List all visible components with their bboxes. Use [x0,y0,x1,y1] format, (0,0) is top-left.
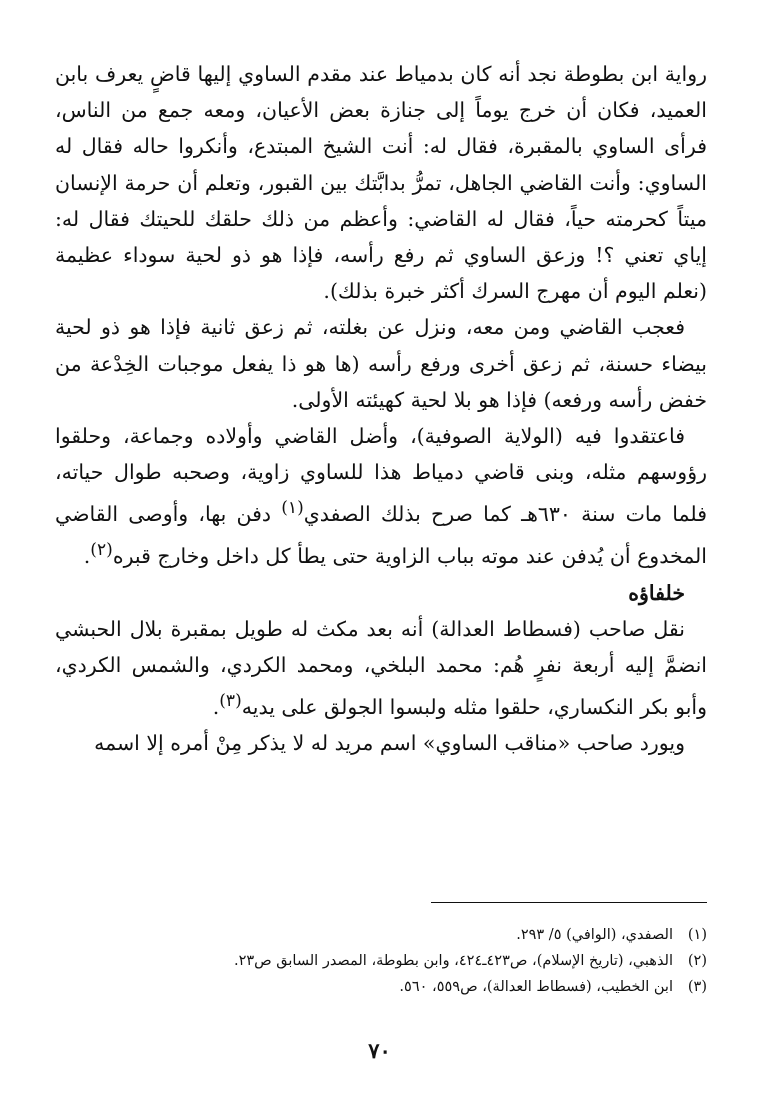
paragraph-1-text: رواية ابن بطوطة نجد أنه كان بدمياط عند مقدم الساوي إليها قاضٍ يعرف بابن العميد، فكان أن خرج يوماً إلى جنازة بعض الأعيان، ومعه جمع من الناس، فرأى الساوي بالمقبرة، فقال له: أنت الشيخ المبتدع، وأنكروا حاله فقال له الساوي: وأنت القاضي الجاهل، تمرُّ بدابَّتك بين القبور، وتعلم أن حرمة الإنسان ميتاً كحرمته حياً، فقال له القاضي: وأعظم من ذلك حلقك للحيتك فقال له: إياي تعني ؟! وزعق الساوي ثم رفع رأسه، فإذا هو ذو لحية سوداء عظيمة (نعلم اليوم أن مهرج السرك أكثر خبرة بذلك). [55,62,707,304]
footnote-3 [55,974,707,1000]
paragraph-5-text: ويورد صاحب «مناقب الساوي» اسم مريد له لا يذكر مِنْ أمره إلا اسمه [94,731,685,756]
paragraph-4 [55,611,707,725]
paragraph-3 [55,418,707,574]
footnote-3-number: (٣) [687,979,707,995]
footnotes [55,922,707,1000]
footnote-1 [55,922,707,948]
paragraph-3-text-b: دفن بها، وأوصى القاضي المخدوع أن يُدفن عند موته بباب الزاوية حتى يطأ كل داخل وخارج قبره [55,502,707,569]
footnote-2 [55,948,707,974]
paragraph-3-text: فاعتقدوا فيه (الولاية الصوفية)، وأضل القاضي وأولاده وجماعة، وحلقوا رؤوسهم مثله، وبنى قاضي دمياط هذا للساوي زاوية، وصحبه طوال حياته، فلما مات سنة ٦٣٠هـ كما صرح بذلك الصفدي [55,424,707,527]
footnote-separator [431,902,707,903]
footnote-3-text: ابن الخطيب، (فسطاط العدالة)، ص٥٥٩، ٥٦٠. [399,979,673,995]
section-heading: خلفاؤه [628,580,685,605]
paragraph-3-end: . [83,544,91,569]
footnote-ref-2: (٢) [90,540,113,561]
paragraph-2-text: فعجب القاضي ومن معه، ونزل عن بغلته، ثم زعق ثانية فإذا هو ذو لحية بيضاء حسنة، ثم زعق أخرى ورفع رأسه (ها هو ذا يفعل موجبات الخِدْعة من خفض رأسه ورفعه) فإذا هو بلا لحية كهيئته الأولى. [55,315,707,412]
footnote-2-number: (٢) [687,953,707,969]
book-page [55,56,707,1056]
footnote-ref-3: (٣) [219,691,242,712]
paragraph-1 [55,56,707,309]
paragraph-4-end: . [212,694,220,719]
footnote-1-text: الصفدي، (الوافي) ٥/ ٢٩٣. [516,927,673,943]
paragraph-5 [55,725,707,761]
footnote-ref-1: (١) [281,498,304,519]
footnote-1-number: (١) [687,927,707,943]
paragraph-4-text: نقل صاحب (فسطاط العدالة) أنه بعد مكث له طويل بمقبرة بلال الحبشي انضمَّ إليه أربعة نفرٍ هُم: محمد البلخي، ومحمد الكردي، والشمس الكردي، وأبو بكر النكساري، حلقوا مثله ولبسوا الجولق على يديه [55,616,707,719]
paragraph-2 [55,309,707,418]
page-number: ٧٠ [368,1038,391,1063]
footnote-2-text: الذهبي، (تاريخ الإسلام)، ص٤٢٣ـ٤٢٤، وابن بطوطة، المصدر السابق ص٢٣. [233,953,673,969]
